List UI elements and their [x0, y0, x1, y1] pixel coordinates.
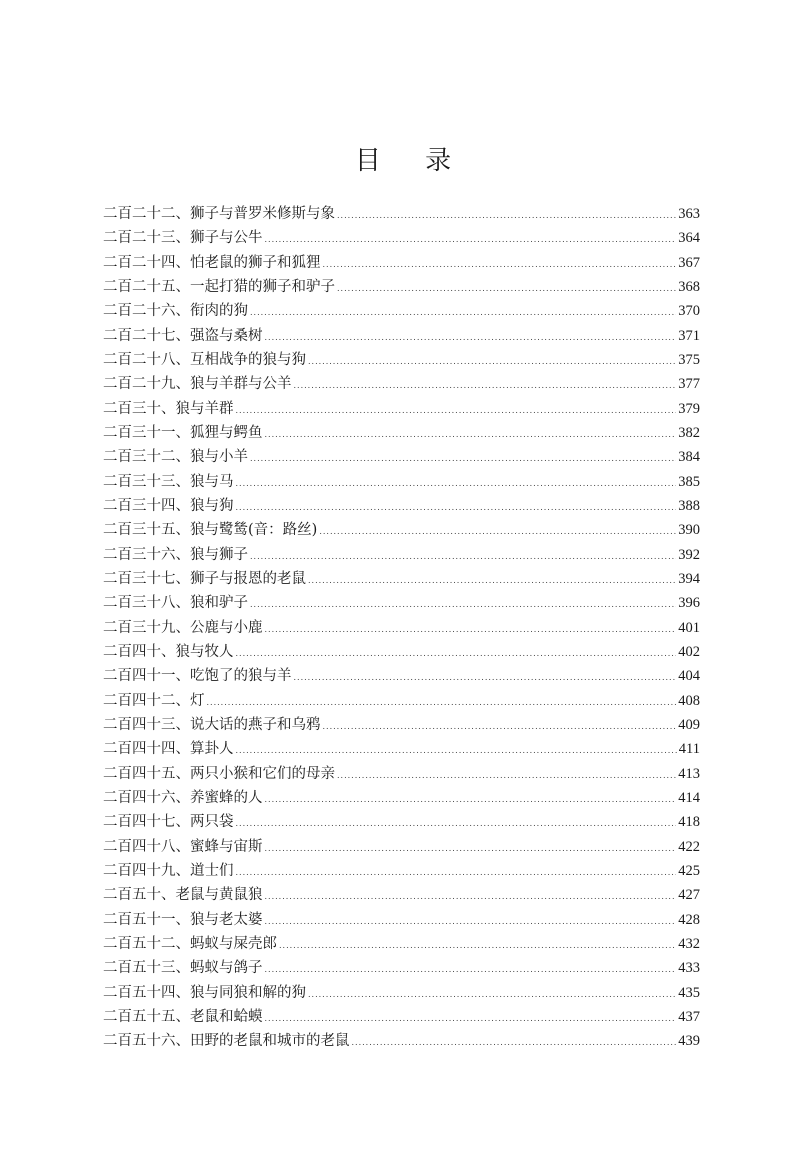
toc-entry-title: 二百五十三、蚂蚁与鸽子	[103, 960, 263, 977]
toc-entry	[103, 591, 700, 615]
dot-leader	[323, 260, 677, 269]
toc-entry-title: 二百四十八、蜜蜂与宙斯	[103, 838, 263, 855]
toc-entry-title: 二百三十九、公鹿与小鹿	[103, 619, 263, 636]
dot-leader	[250, 308, 676, 317]
toc-entry-page-number: 422	[678, 838, 700, 855]
toc-entry	[103, 324, 700, 348]
toc-entry	[103, 470, 700, 494]
toc-entry-page-number: 425	[678, 862, 700, 879]
toc-entry-title: 二百五十五、老鼠和蛤蟆	[103, 1008, 263, 1025]
toc-entry-page-number: 370	[678, 303, 700, 320]
toc-entry-title: 二百三十、狼与羊群	[103, 400, 234, 417]
dot-leader	[308, 990, 676, 999]
dot-leader	[265, 892, 677, 901]
dot-leader	[265, 965, 677, 974]
dot-leader	[236, 503, 677, 512]
dot-leader	[337, 284, 676, 293]
toc-entry-page-number: 401	[678, 619, 700, 636]
toc-entry-page-number: 368	[678, 278, 700, 295]
toc-entry	[103, 494, 700, 518]
toc-entry	[103, 786, 700, 810]
toc-entry	[103, 372, 700, 396]
toc-entry-page-number: 439	[678, 1033, 700, 1050]
toc-entry-title: 二百四十四、算卦人	[103, 741, 234, 758]
toc-entry-title: 二百五十四、狼与同狼和解的狗	[103, 984, 306, 1001]
toc-entry-title: 二百四十九、道士们	[103, 862, 234, 879]
toc-entry-title: 二百四十七、两只袋	[103, 814, 234, 831]
dot-leader	[236, 406, 677, 415]
toc-entry	[103, 713, 700, 737]
toc-entry-page-number: 375	[678, 351, 700, 368]
dot-leader	[308, 357, 676, 366]
toc-entry-title: 二百三十六、狼与狮子	[103, 546, 248, 563]
dot-leader	[236, 868, 677, 877]
toc-entry-title: 二百三十八、狼和驴子	[103, 595, 248, 612]
dot-leader	[236, 479, 677, 488]
dot-leader	[250, 454, 676, 463]
toc-entry-title: 二百三十一、狐狸与鳄鱼	[103, 424, 263, 441]
table-of-contents	[103, 202, 700, 1053]
toc-entry	[103, 202, 700, 226]
toc-entry-page-number: 404	[678, 668, 700, 685]
toc-entry	[103, 421, 700, 445]
toc-entry	[103, 737, 700, 761]
toc-entry-title: 二百五十一、狼与老太婆	[103, 911, 263, 928]
toc-entry-title: 二百三十四、狼与狗	[103, 497, 234, 514]
dot-leader	[265, 844, 677, 853]
toc-entry-page-number: 367	[678, 254, 700, 271]
toc-entry-page-number: 392	[678, 546, 700, 563]
toc-entry	[103, 810, 700, 834]
toc-entry-title: 二百五十二、蚂蚁与屎壳郎	[103, 935, 277, 952]
toc-entry-page-number: 402	[678, 643, 700, 660]
toc-entry-page-number: 418	[678, 814, 700, 831]
toc-entry	[103, 616, 700, 640]
toc-entry-page-number: 388	[678, 497, 700, 514]
toc-entry-title: 二百二十六、衔肉的狗	[103, 303, 248, 320]
toc-entry-page-number: 432	[678, 935, 700, 952]
toc-entry-title: 二百四十、狼与牧人	[103, 643, 234, 660]
toc-entry-page-number: 394	[678, 570, 700, 587]
toc-entry-title: 二百三十二、狼与小羊	[103, 449, 248, 466]
dot-leader	[265, 917, 677, 926]
toc-entry-page-number: 413	[678, 765, 700, 782]
toc-entry-page-number: 433	[678, 960, 700, 977]
dot-leader	[323, 722, 677, 731]
toc-entry-page-number: 385	[678, 473, 700, 490]
dot-leader	[250, 600, 676, 609]
toc-entry	[103, 518, 700, 542]
toc-entry-page-number: 414	[678, 789, 700, 806]
toc-entry-page-number: 428	[678, 911, 700, 928]
toc-entry	[103, 762, 700, 786]
toc-entry-page-number: 437	[678, 1008, 700, 1025]
toc-entry-title: 二百四十六、养蜜蜂的人	[103, 789, 263, 806]
dot-leader	[236, 746, 677, 755]
toc-entry-title: 二百二十八、互相战争的狼与狗	[103, 351, 306, 368]
page-title: 目 录	[354, 146, 470, 176]
toc-entry-title: 二百五十六、田野的老鼠和城市的老鼠	[103, 1033, 350, 1050]
toc-entry-title: 二百二十五、一起打猎的狮子和驴子	[103, 278, 335, 295]
dot-leader	[337, 211, 676, 220]
toc-entry-page-number: 384	[678, 449, 700, 466]
dot-leader	[265, 235, 677, 244]
toc-entry	[103, 226, 700, 250]
toc-entry-page-number: 364	[678, 230, 700, 247]
toc-entry-title: 二百二十三、狮子与公牛	[103, 230, 263, 247]
toc-entry	[103, 640, 700, 664]
toc-entry-title: 二百二十四、怕老鼠的狮子和狐狸	[103, 254, 321, 271]
toc-entry-title: 二百二十九、狼与羊群与公羊	[103, 376, 292, 393]
dot-leader	[207, 698, 677, 707]
toc-entry-title: 二百四十二、灯	[103, 692, 205, 709]
dot-leader	[236, 819, 677, 828]
toc-entry-page-number: 363	[678, 206, 700, 222]
toc-entry-page-number: 411	[678, 741, 700, 758]
toc-entry-title: 二百四十三、说大话的燕子和乌鸦	[103, 716, 321, 733]
toc-entry-page-number: 396	[678, 595, 700, 612]
toc-entry	[103, 567, 700, 591]
toc-entry	[103, 251, 700, 275]
toc-entry	[103, 1029, 700, 1053]
toc-entry-page-number: 427	[678, 887, 700, 904]
toc-entry-page-number: 371	[678, 327, 700, 344]
toc-entry	[103, 835, 700, 859]
dot-leader	[279, 941, 676, 950]
toc-entry	[103, 981, 700, 1005]
dot-leader	[319, 527, 676, 536]
toc-entry-title: 二百二十七、强盗与桑树	[103, 327, 263, 344]
toc-entry	[103, 689, 700, 713]
toc-entry-title: 二百三十三、狼与马	[103, 473, 234, 490]
toc-entry-title: 二百四十一、吃饱了的狼与羊	[103, 668, 292, 685]
toc-entry	[103, 883, 700, 907]
toc-entry	[103, 664, 700, 688]
dot-leader	[337, 771, 676, 780]
toc-entry-title: 二百三十七、狮子与报恩的老鼠	[103, 570, 306, 587]
toc-entry	[103, 445, 700, 469]
toc-entry	[103, 543, 700, 567]
toc-entry-page-number: 379	[678, 400, 700, 417]
dot-leader	[308, 576, 676, 585]
dot-leader	[265, 1014, 677, 1023]
toc-entry	[103, 1005, 700, 1029]
toc-entry	[103, 908, 700, 932]
toc-entry	[103, 299, 700, 323]
dot-leader	[352, 1038, 677, 1047]
dot-leader	[265, 430, 677, 439]
dot-leader	[294, 381, 677, 390]
toc-entry	[103, 859, 700, 883]
dot-leader	[250, 552, 676, 561]
toc-entry-title: 二百二十二、狮子与普罗米修斯与象	[103, 206, 335, 222]
toc-entry-title: 二百四十五、两只小猴和它们的母亲	[103, 765, 335, 782]
toc-entry	[103, 348, 700, 372]
toc-entry	[103, 932, 700, 956]
dot-leader	[265, 625, 677, 634]
toc-entry	[103, 275, 700, 299]
toc-entry-page-number: 408	[678, 692, 700, 709]
dot-leader	[265, 795, 677, 804]
toc-entry	[103, 397, 700, 421]
dot-leader	[265, 333, 677, 342]
toc-entry-page-number: 390	[678, 522, 700, 539]
toc-entry-title: 二百三十五、狼与鹭鸶(音：路丝)	[103, 522, 318, 539]
toc-entry-page-number: 382	[678, 424, 700, 441]
dot-leader	[236, 649, 677, 658]
toc-entry-page-number: 377	[678, 376, 700, 393]
toc-entry-title: 二百五十、老鼠与黄鼠狼	[103, 887, 263, 904]
dot-leader	[294, 673, 677, 682]
toc-entry-page-number: 435	[678, 984, 700, 1001]
toc-entry	[103, 956, 700, 980]
toc-entry-page-number: 409	[678, 716, 700, 733]
